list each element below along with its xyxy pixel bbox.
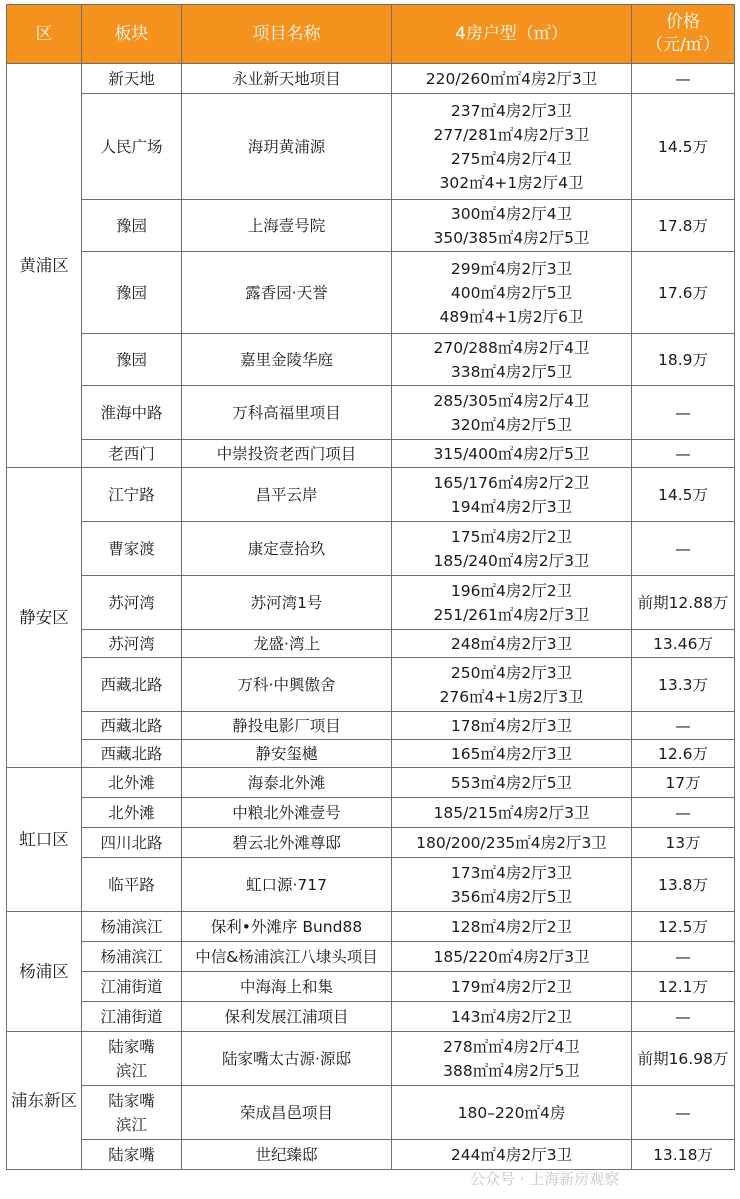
price-cell: 13.18万 — [632, 1140, 735, 1170]
plate-line: 陆家嘴 — [108, 1037, 155, 1056]
price-cell: 12.1万 — [632, 972, 735, 1002]
plate-line: 江浦街道 — [100, 977, 163, 996]
price-cell: 12.5万 — [632, 912, 735, 942]
layout-line: 285/305㎡4房2厅4卫 — [433, 391, 590, 410]
layout-cell — [392, 1002, 632, 1032]
plate-cell — [82, 1140, 182, 1170]
plate-line: 江浦街道 — [100, 1007, 163, 1026]
table-row — [7, 972, 735, 1002]
layout-line: 278㎡㎡4房2厅4卫 — [443, 1037, 580, 1056]
price-cell: 14.5万 — [632, 468, 735, 522]
plate-cell — [82, 386, 182, 440]
layout-line: 553㎡4房2厅5卫 — [450, 773, 573, 792]
table-row — [7, 630, 735, 658]
layout-line: 173㎡4房2厅3卫 — [450, 863, 573, 882]
plate-cell — [82, 468, 182, 522]
plate-line: 新天地 — [108, 69, 155, 88]
layout-line: 196㎡4房2厅2卫 — [450, 581, 573, 600]
layout-line: 277/281㎡4房2厅3卫 — [433, 125, 590, 144]
price-cell: 13万 — [632, 828, 735, 858]
layout-line: 165/176㎡4房2厅2卫 — [433, 473, 590, 492]
layout-cell — [392, 942, 632, 972]
plate-line: 老西门 — [108, 444, 155, 463]
layout-line: 489㎡4+1房2厅6卫 — [439, 307, 584, 326]
plate-cell — [82, 630, 182, 658]
table-row — [7, 740, 735, 768]
project-cell: 荣成昌邑项目 — [182, 1086, 392, 1140]
plate-cell — [82, 942, 182, 972]
housing-table-sheet — [6, 4, 735, 1170]
plate-line: 杨浦滨江 — [100, 917, 163, 936]
plate-line: 滨江 — [115, 1061, 147, 1080]
plate-line: 西藏北路 — [100, 675, 163, 694]
project-cell: 露香园·天誉 — [182, 252, 392, 334]
plate-cell — [82, 64, 182, 94]
price-cell: — — [632, 440, 735, 468]
layout-line: 320㎡4房2厅5卫 — [450, 415, 573, 434]
price-cell: — — [632, 522, 735, 576]
district-cell: 浦东新区 — [7, 1032, 82, 1170]
housing-table — [6, 4, 735, 1170]
table-row — [7, 858, 735, 912]
table-row — [7, 798, 735, 828]
plate-line: 滨江 — [115, 1115, 147, 1134]
plate-line: 杨浦滨江 — [100, 947, 163, 966]
project-cell: 昌平云岸 — [182, 468, 392, 522]
plate-cell — [82, 576, 182, 630]
plate-line: 陆家嘴 — [108, 1091, 155, 1110]
table-row — [7, 1002, 735, 1032]
price-cell: 13.3万 — [632, 658, 735, 712]
plate-line: 临平路 — [108, 875, 155, 894]
layout-cell — [392, 468, 632, 522]
price-cell: 14.5万 — [632, 94, 735, 200]
layout-line: 388㎡㎡4房2厅5卫 — [443, 1061, 580, 1080]
header-district: 区 — [7, 5, 82, 64]
plate-cell — [82, 94, 182, 200]
plate-cell — [82, 858, 182, 912]
layout-line: 185/240㎡4房2厅3卫 — [433, 551, 590, 570]
plate-cell — [82, 712, 182, 740]
plate-line: 豫园 — [115, 216, 147, 235]
layout-line: 302㎡4+1房2厅4卫 — [439, 173, 584, 192]
price-cell: — — [632, 798, 735, 828]
project-cell: 中海海上和集 — [182, 972, 392, 1002]
layout-cell — [392, 630, 632, 658]
table-row — [7, 386, 735, 440]
project-cell: 中信&杨浦滨江八埭头项目 — [182, 942, 392, 972]
layout-line: 128㎡4房2厅2卫 — [450, 917, 573, 936]
project-cell: 陆家嘴太古源·源邸 — [182, 1032, 392, 1086]
layout-line: 350/385㎡4房2厅5卫 — [433, 228, 590, 247]
header-row — [7, 5, 735, 64]
table-row — [7, 468, 735, 522]
project-cell: 海玥黄浦源 — [182, 94, 392, 200]
price-cell: 12.6万 — [632, 740, 735, 768]
table-row — [7, 712, 735, 740]
layout-cell — [392, 1140, 632, 1170]
layout-line: 185/215㎡4房2厅3卫 — [433, 803, 590, 822]
layout-line: 315/400㎡4房2厅5卫 — [433, 444, 590, 463]
layout-line: 180–220㎡4房 — [457, 1103, 566, 1122]
layout-line: 143㎡4房2厅2卫 — [450, 1007, 573, 1026]
layout-cell — [392, 858, 632, 912]
price-cell: — — [632, 1002, 735, 1032]
layout-line: 356㎡4房2厅5卫 — [450, 887, 573, 906]
district-cell: 黄浦区 — [7, 64, 82, 468]
layout-cell — [392, 334, 632, 386]
table-row — [7, 522, 735, 576]
layout-cell — [392, 972, 632, 1002]
header-project: 项目名称 — [182, 5, 392, 64]
project-cell: 万科·中興傲舍 — [182, 658, 392, 712]
layout-line: 338㎡4房2厅5卫 — [450, 362, 573, 381]
price-cell: — — [632, 712, 735, 740]
price-cell: — — [632, 1086, 735, 1140]
layout-cell — [392, 1086, 632, 1140]
district-cell: 静安区 — [7, 468, 82, 768]
layout-cell — [392, 740, 632, 768]
plate-line: 陆家嘴 — [108, 1145, 155, 1164]
header-price — [632, 5, 735, 64]
layout-line: 276㎡4+1房2厅3卫 — [439, 687, 584, 706]
layout-line: 251/261㎡4房2厅3卫 — [433, 605, 590, 624]
plate-cell — [82, 252, 182, 334]
layout-line: 270/288㎡4房2厅4卫 — [433, 338, 590, 357]
layout-line: 299㎡4房2厅3卫 — [450, 259, 573, 278]
table-row — [7, 912, 735, 942]
project-cell: 上海壹号院 — [182, 200, 392, 252]
table-body — [7, 64, 735, 1170]
layout-cell — [392, 440, 632, 468]
table-row — [7, 252, 735, 334]
project-cell: 碧云北外滩尊邸 — [182, 828, 392, 858]
layout-cell — [392, 768, 632, 798]
header-plate: 板块 — [82, 5, 182, 64]
plate-cell — [82, 798, 182, 828]
plate-line: 淮海中路 — [100, 403, 163, 422]
plate-line: 苏河湾 — [108, 593, 155, 612]
table-row — [7, 334, 735, 386]
plate-cell — [82, 768, 182, 798]
project-cell: 龙盛·湾上 — [182, 630, 392, 658]
project-cell: 虹口源·717 — [182, 858, 392, 912]
layout-cell — [392, 64, 632, 94]
layout-line: 244㎡4房2厅3卫 — [450, 1145, 573, 1164]
header-price-line: 价格 — [666, 12, 700, 32]
project-cell: 永业新天地项目 — [182, 64, 392, 94]
layout-line: 400㎡4房2厅5卫 — [450, 283, 573, 302]
price-cell: 13.46万 — [632, 630, 735, 658]
plate-cell — [82, 1086, 182, 1140]
project-cell: 中崇投资老西门项目 — [182, 440, 392, 468]
layout-line: 175㎡4房2厅2卫 — [450, 527, 573, 546]
layout-cell — [392, 828, 632, 858]
project-cell: 康定壹拾玖 — [182, 522, 392, 576]
plate-cell — [82, 200, 182, 252]
table-row — [7, 440, 735, 468]
project-cell: 静投电影厂项目 — [182, 712, 392, 740]
plate-line: 人民广场 — [100, 137, 163, 156]
plate-line: 豫园 — [115, 283, 147, 302]
layout-line: 237㎡4房2厅3卫 — [450, 101, 573, 120]
project-cell: 世纪臻邸 — [182, 1140, 392, 1170]
layout-line: 275㎡4房2厅4卫 — [450, 149, 573, 168]
plate-cell — [82, 828, 182, 858]
plate-line: 苏河湾 — [108, 634, 155, 653]
plate-cell — [82, 658, 182, 712]
project-cell: 苏河湾1号 — [182, 576, 392, 630]
table-row — [7, 768, 735, 798]
plate-line: 西藏北路 — [100, 744, 163, 763]
layout-cell — [392, 522, 632, 576]
layout-cell — [392, 252, 632, 334]
layout-line: 180/200/235㎡4房2厅3卫 — [416, 833, 607, 852]
price-cell: 17万 — [632, 768, 735, 798]
price-cell: 前期16.98万 — [632, 1032, 735, 1086]
table-row — [7, 942, 735, 972]
project-cell: 静安玺樾 — [182, 740, 392, 768]
plate-line: 西藏北路 — [100, 716, 163, 735]
layout-line: 185/220㎡4房2厅3卫 — [433, 947, 590, 966]
price-cell: 前期12.88万 — [632, 576, 735, 630]
plate-cell — [82, 1002, 182, 1032]
layout-line: 220/260㎡㎡4房2厅3卫 — [425, 69, 598, 88]
plate-cell — [82, 972, 182, 1002]
price-cell: 18.9万 — [632, 334, 735, 386]
layout-cell — [392, 798, 632, 828]
plate-cell — [82, 912, 182, 942]
layout-line: 248㎡4房2厅3卫 — [450, 634, 573, 653]
price-cell: — — [632, 386, 735, 440]
project-cell: 海泰北外滩 — [182, 768, 392, 798]
price-cell: 13.8万 — [632, 858, 735, 912]
table-row — [7, 1140, 735, 1170]
layout-line: 194㎡4房2厅3卫 — [450, 497, 573, 516]
layout-line: 165㎡4房2厅3卫 — [450, 744, 573, 763]
price-cell: 17.8万 — [632, 200, 735, 252]
plate-cell — [82, 440, 182, 468]
price-cell: — — [632, 942, 735, 972]
table-row — [7, 1086, 735, 1140]
table-row — [7, 576, 735, 630]
layout-line: 300㎡4房2厅4卫 — [450, 204, 573, 223]
layout-cell — [392, 712, 632, 740]
table-row — [7, 658, 735, 712]
price-cell: 17.6万 — [632, 252, 735, 334]
plate-line: 江宁路 — [108, 485, 155, 504]
layout-cell — [392, 576, 632, 630]
district-cell: 虹口区 — [7, 768, 82, 912]
project-cell: 保利•外滩序 Bund88 — [182, 912, 392, 942]
table-row — [7, 828, 735, 858]
layout-cell — [392, 200, 632, 252]
header-layout: 4房户型（㎡） — [392, 5, 632, 64]
layout-cell — [392, 1032, 632, 1086]
plate-line: 曹家渡 — [108, 539, 155, 558]
header-price-line: （元/㎡） — [646, 35, 720, 55]
layout-line: 178㎡4房2厅3卫 — [450, 716, 573, 735]
layout-cell — [392, 386, 632, 440]
project-cell: 万科高福里项目 — [182, 386, 392, 440]
layout-cell — [392, 658, 632, 712]
plate-line: 北外滩 — [108, 803, 155, 822]
layout-cell — [392, 912, 632, 942]
layout-line: 179㎡4房2厅2卫 — [450, 977, 573, 996]
plate-cell — [82, 334, 182, 386]
plate-line: 北外滩 — [108, 773, 155, 792]
plate-cell — [82, 740, 182, 768]
plate-line: 四川北路 — [100, 833, 163, 852]
watermark: 公众号 · 上海新房观察 — [470, 1170, 620, 1188]
price-cell: — — [632, 64, 735, 94]
layout-line: 250㎡4房2厅3卫 — [450, 663, 573, 682]
district-cell: 杨浦区 — [7, 912, 82, 1032]
table-row — [7, 200, 735, 252]
project-cell: 嘉里金陵华庭 — [182, 334, 392, 386]
project-cell: 中粮北外滩壹号 — [182, 798, 392, 828]
plate-cell — [82, 522, 182, 576]
table-row — [7, 1032, 735, 1086]
plate-cell — [82, 1032, 182, 1086]
table-row — [7, 94, 735, 200]
table-row — [7, 64, 735, 94]
project-cell: 保利发展江浦项目 — [182, 1002, 392, 1032]
plate-line: 豫园 — [115, 350, 147, 369]
layout-cell — [392, 94, 632, 200]
